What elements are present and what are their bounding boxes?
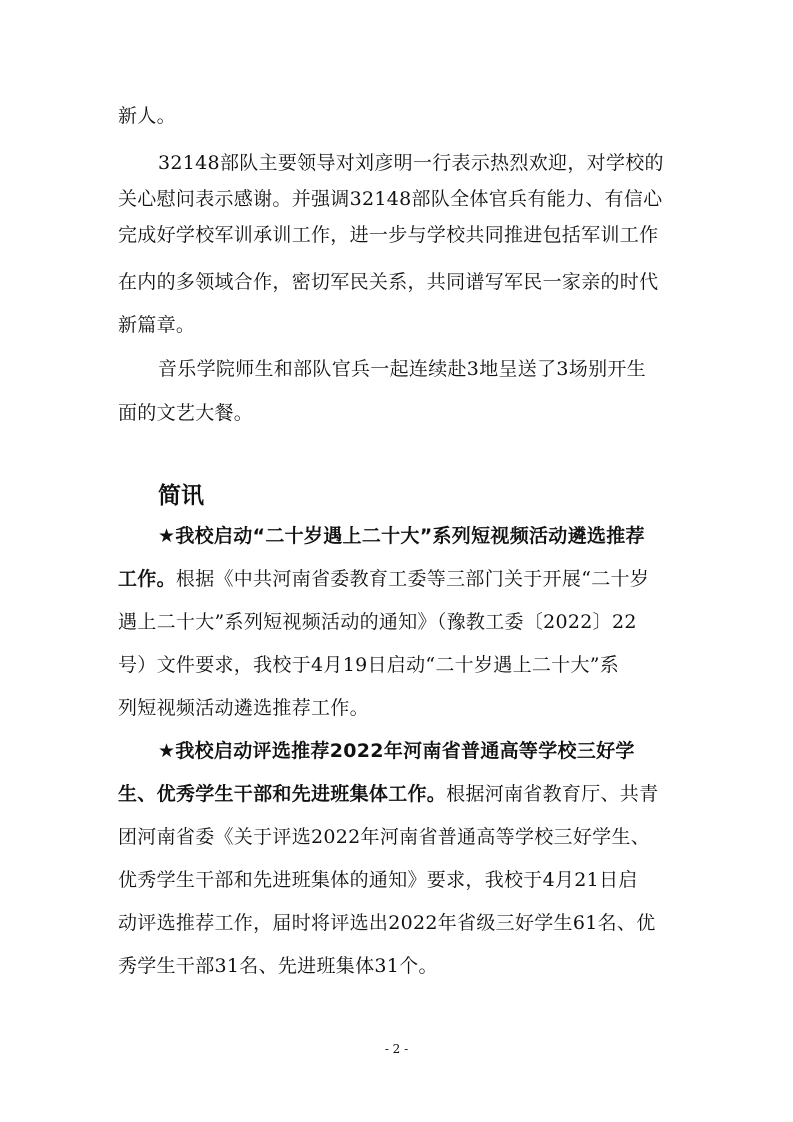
page-number: - 2 -	[384, 1042, 409, 1056]
brief-body-line: 号）文件要求，我校于4月19日启动“二十岁遇上二十大”系	[118, 654, 620, 676]
brief-title-line: ★我校启动评选推荐2022年河南省普通高等学校三好学	[158, 740, 635, 762]
paragraph-line: 面的文艺大餐。	[118, 402, 254, 424]
brief-title-line: ★我校启动“二十岁遇上二十大”系列短视频活动遴选推荐	[158, 525, 645, 547]
paragraph-line: 32148部队主要领导对刘彦明一行表示热烈欢迎，对学校的	[158, 152, 664, 174]
section-heading: 简讯	[158, 483, 204, 509]
brief-body-start: 根据《中共河南省委教育工委等三部门关于开展“二十岁	[175, 568, 650, 590]
brief-title-end: 生、优秀学生干部和先进班集体工作。	[118, 783, 447, 805]
brief-body-line: 优秀学生干部和先进班集体的通知》要求，我校于4月21日启	[118, 869, 638, 891]
brief-body-line: 动评选推荐工作，届时将评选出2022年省级三好学生61名、优	[118, 912, 656, 934]
brief-body-line: 列短视频活动遴选推荐工作。	[118, 697, 369, 719]
brief-line	[118, 782, 658, 806]
brief-body-line: 团河南省委《关于评选2022年河南省普通高等学校三好学生、	[118, 826, 651, 848]
brief-body-line: 秀学生干部31名、先进班集体31个。	[118, 955, 438, 977]
brief-title-end: 工作。	[118, 568, 176, 590]
brief-body-line: 遇上二十大”系列短视频活动的通知》（豫教工委〔2022〕22	[118, 611, 637, 633]
paragraph-line: 关心慰问表示感谢。并强调32148部队全体官兵有能力、有信心	[118, 188, 663, 210]
paragraph-line: 完成好学校军训承训工作，进一步与学校共同推进包括军训工作	[118, 224, 659, 246]
brief-line	[118, 567, 649, 591]
paragraph-line: 新篇章。	[118, 314, 196, 336]
paragraph-line: 音乐学院师生和部队官兵一起连续赴3地呈送了3场别开生	[158, 358, 646, 380]
paragraph-line: 新人。	[118, 105, 176, 127]
brief-body-start: 根据河南省教育厅、共青	[446, 783, 659, 805]
paragraph-line: 在内的多领域合作，密切军民关系，共同谱写军民一家亲的时代	[118, 271, 659, 293]
